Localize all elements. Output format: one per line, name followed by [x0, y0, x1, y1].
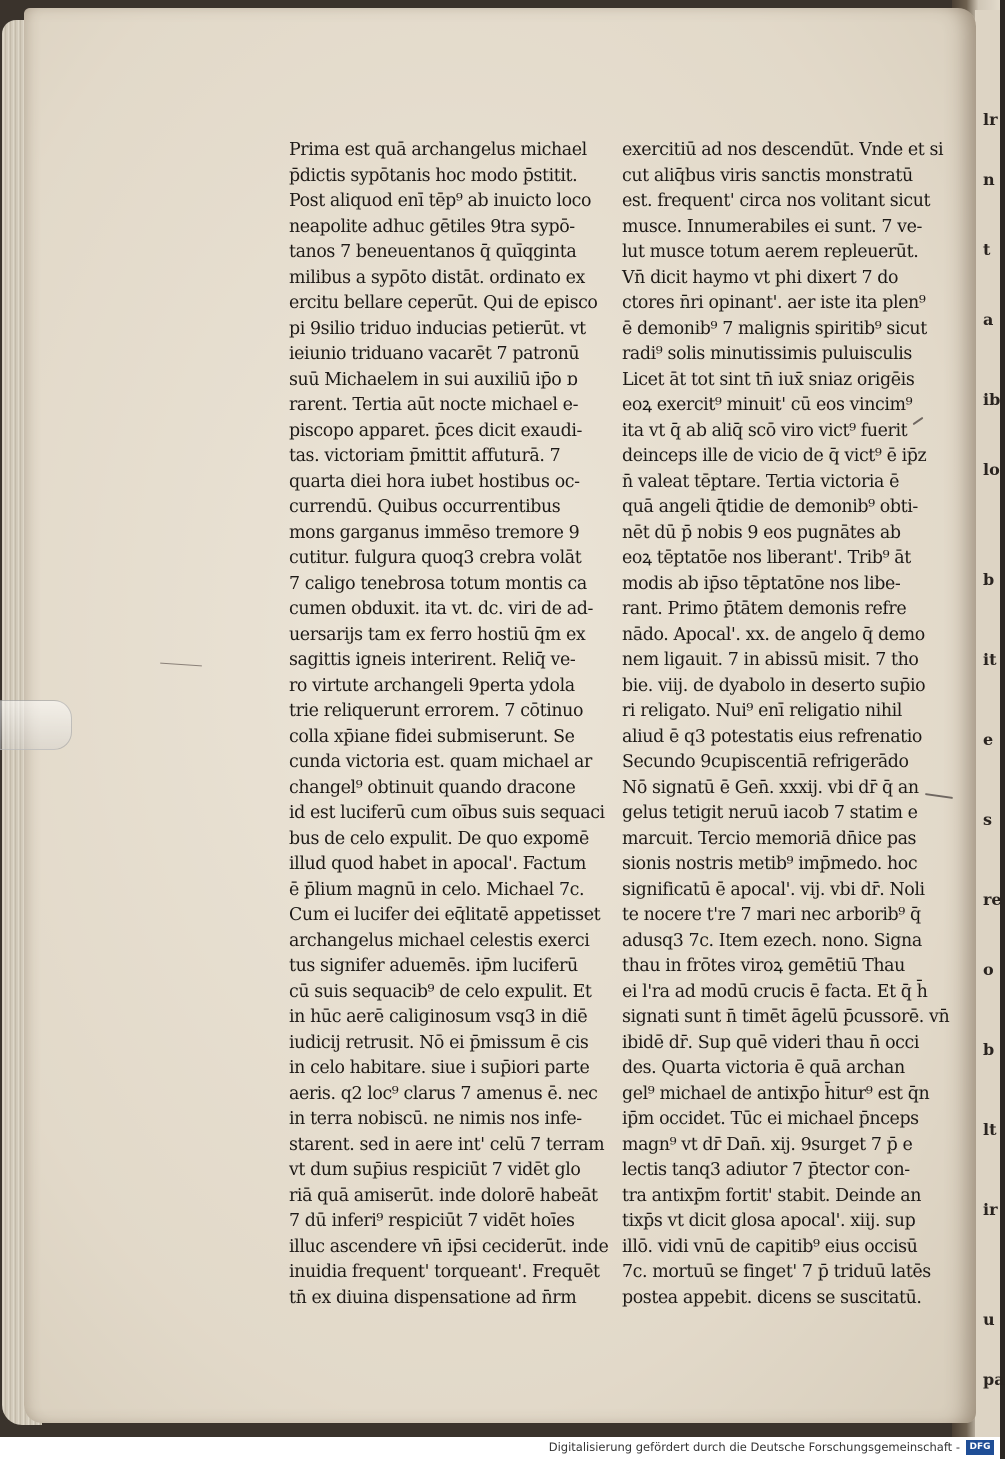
text-line: Nō signatū ē Gen̄. xxxij. vbi dr̄ q̄ an	[622, 777, 919, 798]
text-line: changel⁹ obtinuit quando dracone	[289, 777, 576, 798]
text-line: sionis nostris metib⁹ imp̄medo. hoc	[622, 854, 918, 874]
text-line: tas. victoriam p̄mittit affuturā. 7	[289, 446, 561, 466]
text-line: tanos 7 beneuentanos q̄ quīqginta	[289, 242, 577, 262]
text-line: postea appebit. dicens se suscitatū.	[622, 1287, 922, 1308]
text-line: rarent. Tertia aūt nocte michael e-	[289, 395, 579, 415]
text-line: musce. Innumerabiles ei sunt. 7 ve-	[622, 216, 922, 237]
text-line: neapolite adhuc gētiles 9tra sypō-	[289, 216, 575, 237]
text-line: gelus tetigit neruū iacob 7 statim e	[622, 803, 918, 823]
facing-page-text: n	[983, 170, 995, 189]
facing-page-text: it	[983, 650, 997, 669]
text-line: cunda victoria est. quam michael ar	[289, 752, 592, 772]
text-line: lectis tanq3 adiutor 7 p̄tector con-	[622, 1160, 910, 1180]
text-line: ip̄m occidet. Tūc ei michael p̄nceps	[622, 1109, 919, 1129]
text-line: radi⁹ solis minutissimis puluisculis	[622, 344, 912, 364]
facing-page-text: re	[983, 890, 1002, 909]
text-line: 7c. mortuū se finget' 7 p̄ triduū latēs	[622, 1262, 931, 1282]
text-line: bus de celo expulit. De quo expomē	[289, 828, 589, 849]
text-line: n̄ valeat tēptare. Tertia victoria ē	[622, 471, 900, 492]
facing-page-text: ir	[983, 1200, 998, 1219]
text-line: in celo habitare. siue i sup̄iori parte	[289, 1058, 590, 1078]
text-line: tixp̄s vt dicit glosa apocal'. xiij. sup	[622, 1211, 916, 1231]
text-line: aliud ē q3 potestatis eius refrenatio	[622, 726, 923, 747]
facing-page-text: lr	[983, 110, 998, 129]
text-line: nādo. Apocal'. xx. de angelo q̄ demo	[622, 624, 925, 645]
text-column-right	[622, 138, 950, 1311]
text-line: currendū. Quibus occurrentibus	[289, 497, 561, 517]
text-line: tra antixp̄m fortit' stabit. Deinde an	[622, 1185, 922, 1206]
text-line: piscopo apparet. p̄ces dicit exaudi-	[289, 420, 582, 441]
text-line: ri religato. Nui⁹ enī religatio nihil	[622, 701, 902, 721]
text-line: magn⁹ vt dr̄ Dan̄. xij. 9surget 7 p̄ e	[622, 1134, 913, 1155]
text-line: tus signifer aduemēs. ip̄m luciferū	[289, 956, 578, 976]
text-line: cumen obduxit. ita vt. dc. viri de ad-	[289, 599, 593, 619]
text-line: quarta diei hora iubet hostibus oc-	[289, 471, 580, 492]
facing-page-text: pa	[983, 1370, 1005, 1389]
text-line: 7 dū inferi⁹ respiciūt 7 vidēt hoīes	[289, 1211, 575, 1231]
text-line: deinceps ille de vicio de q̄ vict⁹ ē ip̄z	[622, 446, 927, 466]
text-line: riā quā amiserūt. inde dolorē habeāt	[289, 1185, 598, 1206]
text-line: des. Quarta victoria ē quā archan	[622, 1058, 905, 1078]
text-line: Cum ei lucifer dei eq̄litatē appetisset	[289, 905, 601, 925]
text-line: iudicij retrusit. Nō ei p̄missum ē cis	[289, 1032, 589, 1053]
text-line: colla xp̄iane fidei submiserunt. Se	[289, 726, 575, 747]
text-line: cutitur. fulgura quoq3 crebra volāt	[289, 548, 582, 568]
text-line: Licet āt tot sint tn̄ iux̄ sniaz origēis	[622, 369, 915, 390]
text-line: cut aliq̄bus viris sanctis monstratū	[622, 165, 913, 186]
text-line: ē p̄lium magnū in celo. Michael 7c.	[289, 879, 585, 900]
text-line: in terra nobiscū. ne nimis nos infe-	[289, 1109, 582, 1129]
text-line: eoꝝ tēptatōe nos liberant'. Trib⁹ āt	[622, 548, 911, 568]
text-line: adusq3 7c. Item ezech. nono. Signa	[622, 930, 922, 951]
text-line: aeris. q2 loc⁹ clarus 7 amenus ē. nec	[289, 1083, 598, 1104]
facing-page-text: e	[983, 730, 994, 749]
text-line: est. frequent' circa nos volitant sicut	[622, 191, 931, 211]
text-line: ita vt q̄ ab aliq̄ scō viro vict⁹ fuerit	[622, 420, 908, 441]
text-line: 7 caligo tenebrosa totum montis ca	[289, 573, 587, 594]
text-line: marcuit. Tercio memoriā dn̄ice pas	[622, 828, 917, 849]
facing-page-text: lt	[983, 1120, 997, 1139]
text-line: p̄dictis sypōtanis hoc modo p̄stitit.	[289, 165, 578, 186]
text-line: ei l'ra ad modū crucis ē facta. Et q̄ h̄	[622, 981, 928, 1002]
text-line: mons garganus immēso tremore 9	[289, 522, 580, 543]
text-line: exercitiū ad nos descendūt. Vnde et si	[622, 140, 944, 160]
facing-page-text: s	[983, 810, 993, 829]
text-line: ercitu bellare ceperūt. Qui de episco	[289, 293, 598, 313]
text-line: thau in frōtes viroꝝ gemētiū Thau	[622, 956, 905, 976]
text-line: ctores n̄ri opinant'. aer iste ita plen⁹	[622, 293, 926, 313]
text-line: modis ab ip̄so tēptatōne nos libe-	[622, 573, 901, 594]
text-line: tn̄ ex diuina dispensatione ad n̄rm	[289, 1287, 577, 1308]
text-line: Vn̄ dicit haymo vt phi dixert 7 do	[622, 267, 899, 288]
text-line: vt dum sup̄ius respiciūt 7 vidēt glo	[289, 1160, 581, 1180]
text-line: illud quod habet in apocal'. Factum	[289, 854, 586, 874]
text-line: pi 9silio triduo inducias petierūt. vt	[289, 318, 586, 339]
facing-page-text: ib	[983, 390, 1001, 409]
text-line: nem ligauit. 7 in abissū misit. 7 tho	[622, 650, 919, 670]
facing-page-edge	[975, 10, 1005, 1437]
facing-page-text: b	[983, 1040, 995, 1059]
text-line: illuc ascendere vn̄ ip̄si ceciderūt. inde	[289, 1236, 609, 1257]
text-line: starent. sed in aere int' celū 7 terram	[289, 1134, 605, 1155]
footer-credit: Digitalisierung gefördert durch die Deutsche Forschungsgemeinschaft -	[548, 1440, 960, 1454]
text-line: eoꝝ exercit⁹ minuit' cū eos vincim⁹	[622, 395, 913, 415]
text-line: te nocere t're 7 mari nec arborib⁹ q̄	[622, 905, 921, 925]
text-line: ibidē dr̄. Sup quē videri thau n̄ occi	[622, 1032, 919, 1053]
footer	[0, 1437, 1000, 1459]
text-line: trie reliquerunt errorem. 7 cōtinuo	[289, 701, 584, 721]
text-line: nēt dū p̄ nobis 9 eos pugnātes ab	[622, 522, 901, 543]
text-line: ro virtute archangeli 9perta ydola	[289, 675, 575, 696]
text-line: lut musce totum aerem repleuerūt.	[622, 242, 919, 262]
text-line: suū Michaelem in sui auxiliū ip̄o ɒ	[289, 369, 578, 390]
text-line: cū suis sequacib⁹ de celo expulit. Et	[289, 981, 592, 1002]
text-line: Post aliquod enī tēp⁹ ab inuicto loco	[289, 191, 592, 211]
text-line: rant. Primo p̄tātem demonis refre	[622, 599, 907, 619]
text-line: Prima est quā archangelus michael	[289, 140, 587, 160]
text-line: gel⁹ michael de antixp̄o h̄itur⁹ est q̄n	[622, 1083, 930, 1104]
text-line: Secundo 9cupiscentiā refrigerādo	[622, 752, 909, 772]
facing-page-text: u	[983, 1310, 995, 1329]
text-line: inuidia frequent' torqueant'. Frequēt	[289, 1262, 600, 1282]
facing-page-text: t	[983, 240, 991, 259]
text-column-left	[289, 138, 609, 1311]
text-line: illō. vidi vnū de capitib⁹ eius occisū	[622, 1236, 918, 1257]
text-line: quā angeli q̄tidie de demonib⁹ obti-	[622, 497, 918, 517]
text-line: in hūc aerē caliginosum vsq3 in diē	[289, 1007, 588, 1027]
text-line: significatū ē apocal'. vij. vbi dr̄. Noli	[622, 879, 925, 900]
text-line: archangelus michael celestis exerci	[289, 930, 590, 951]
facing-page-text: lo	[983, 460, 1000, 479]
page-clip	[0, 700, 72, 750]
facing-page-text: o	[983, 960, 994, 979]
text-line: ieiunio triduano vacarēt 7 patronū	[289, 344, 580, 364]
text-line: signati sunt n̄ timēt āgelū p̄cussorē. vn̄	[622, 1007, 950, 1027]
text-line: milibus a sypōto distāt. ordinato ex	[289, 267, 585, 288]
text-line: uersarijs tam ex ferro hostiū q̄m ex	[289, 624, 586, 645]
facing-page-text: a	[983, 310, 994, 329]
facing-page-text: b	[983, 570, 995, 589]
text-line: bie. viij. de dyabolo in deserto sup̄io	[622, 675, 926, 696]
text-line: id est luciferū cum oībus suis sequaci	[289, 803, 605, 823]
text-line: ē demonib⁹ 7 malignis spiritib⁹ sicut	[622, 318, 927, 339]
dfg-logo: DFG	[966, 1440, 994, 1455]
text-line: sagittis igneis interirent. Reliq̄ ve-	[289, 650, 576, 670]
